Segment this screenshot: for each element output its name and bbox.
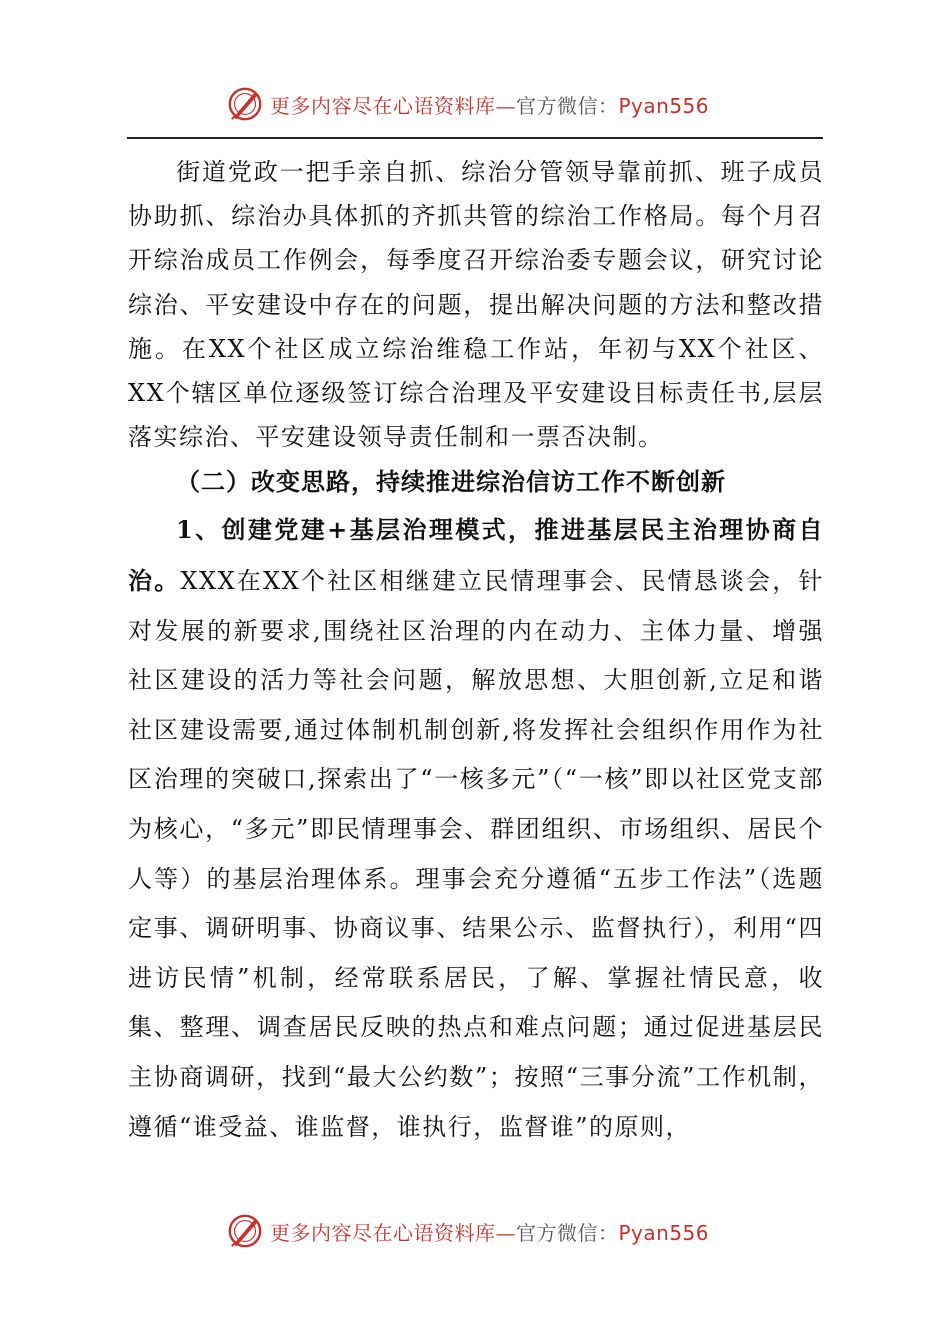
banner-wechat-id: Pyan556 xyxy=(618,1220,710,1245)
quill-logo-icon xyxy=(226,1212,264,1250)
subheading-1: 1、创建党建+基层治理模式，推进基层民主治理协商自治。 xyxy=(128,515,824,596)
banner-wechat-label: 官方微信： xyxy=(516,93,619,118)
paragraph-1: 街道党政一把手亲自抓、综治分管领导靠前抓、班子成员协助抓、综治办具体抓的齐抓共管的综治工作格局。每个月召开综治成员工作例会，每季度召开综治委专题会议，研究讨论综治、平安建设中存在的问题，提出解决问题的方法和整改措施。在XX个社区成立综治维稳工作站，年初与XX个社区、XX个辖区单位逐级签订综合治理及平安建设目标责任书,层层落实综治、平安建设领导责任制和一票否决制。 xyxy=(128,158,824,452)
document-body xyxy=(128,150,824,1152)
banner-text xyxy=(270,90,709,119)
banner-main: 更多内容尽在心语资料库 xyxy=(270,1220,496,1245)
paragraph-2-text: XXX在XX个社区相继建立民情理事会、民情恳谈会，针对发展的新要求,围绕社区治理的内在动力、主体力量、增强社区建设的活力等社会问题，解放思想、大胆创新,立足和谐社区建设需要,通过体制机制创新,将发挥社会组织作用作为社区治理的突破口,探索出了“一核多元”（“一核”即以社区党支部为核心，“多元”即民情理事会、群团组织、市场组织、居民个人等）的基层治理体系。理事会充分遵循“五步工作法”（选题定事、调研明事、协商议事、结果公示、监督执行），利用“四进访民情”机制，经常联系居民，了解、掌握社情民意，收集、整理、调查居民反映的热点和难点问题；通过促进基层民主协商调研，找到“最大公约数”；按照“三事分流”工作机制，遵循“谁受益、谁监督，谁执行，监督谁”的原则， xyxy=(128,567,825,1141)
banner-main: 更多内容尽在心语资料库 xyxy=(270,93,496,118)
section-heading-2: （二）改变思路，持续推进综治信访工作不断创新 xyxy=(176,467,726,497)
header-banner xyxy=(226,84,746,124)
banner-text xyxy=(270,1217,709,1246)
banner-dash: — xyxy=(495,93,516,118)
banner-wechat-id: Pyan556 xyxy=(618,93,710,118)
banner-wechat-label: 官方微信： xyxy=(516,1220,619,1245)
header-divider xyxy=(127,137,823,139)
quill-logo-icon xyxy=(226,85,264,123)
footer-banner xyxy=(226,1211,746,1251)
paragraph-2 xyxy=(128,505,824,1152)
banner-dash: — xyxy=(495,1220,516,1245)
